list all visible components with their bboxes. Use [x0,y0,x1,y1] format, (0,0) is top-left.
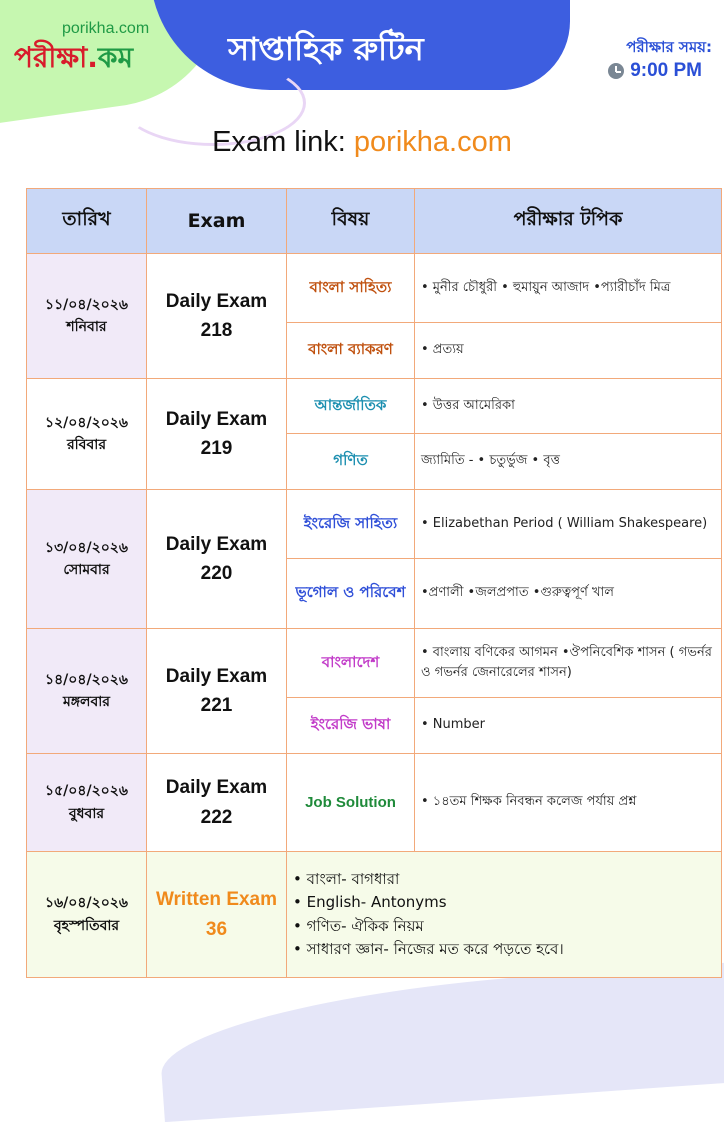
table-row-written [27,852,722,978]
list-item: • বাংলা- বাগধারা [293,868,715,891]
table-row [27,379,722,434]
table-row [27,629,722,698]
date-value: ১৪/০৪/২০২৬ [45,671,128,688]
written-exam-cell [147,852,287,978]
weekday: শনিবার [66,319,107,335]
logo-site-text: porikha.com [62,20,150,37]
exam-cell [147,254,287,379]
exam-link [0,126,724,159]
subject-cell: আন্তর্জাতিক [287,379,415,434]
page-title: সাপ্তাহিক রুটিন [228,30,424,68]
exam-time-label: পরীক্ষার সময়: [626,38,712,56]
logo-dot: . [87,41,98,74]
topic-cell: •প্রণালী •জলপ্রপাত •গুরুত্বপূর্ণ খাল [415,559,722,629]
table-row [27,254,722,323]
routine-table [26,188,722,978]
topic-cell: জ্যামিতি - • চতুর্ভুজ • বৃত্ত [415,434,722,490]
date-cell [27,490,147,629]
date-cell [27,379,147,490]
written-topics-cell [287,852,722,978]
exam-number: 219 [200,438,233,459]
exam-name: Daily Exam [165,408,268,430]
subject-cell: Job Solution [287,754,415,852]
exam-link-url[interactable]: porikha.com [353,126,512,158]
written-topic-list [293,868,715,961]
date-value: ১৫/০৪/২০২৬ [45,783,128,800]
list-item: • সাধারণ জ্ঞান- নিজের মত করে পড়তে হবে। [293,938,715,961]
exam-name: Daily Exam [165,533,268,555]
date-value: ১২/০৪/২০২৬ [44,414,128,431]
exam-number: 221 [200,695,233,716]
table-row [27,490,722,559]
topic-cell: • বাংলায় বণিকের আগমন •ঔপনিবেশিক শাসন ( গভর্নর ও গভর্নর জেনারেলের শাসন) [415,629,722,698]
date-value: ১৬/০৪/২০২৬ [44,895,128,912]
exam-name: Daily Exam [165,777,268,799]
date-cell [27,254,147,379]
topic-cell: • উত্তর আমেরিকা [415,379,722,434]
exam-number: 222 [200,806,233,828]
date-cell [27,629,147,754]
table-header-row [27,189,722,254]
clock-icon [608,63,624,79]
header-subject: বিষয় [287,189,415,254]
topic-cell: • ১৪তম শিক্ষক নিবন্ধন কলেজ পর্যায় প্রশ্ন [415,754,722,852]
exam-name: Written Exam [155,889,278,911]
logo-part-b: কম [97,41,134,74]
subject-cell: ইংরেজি ভাষা [287,698,415,754]
decor-bottom-wave [157,958,724,1122]
exam-number: 218 [200,320,233,341]
date-value: ১৩/০৪/২০২৬ [44,539,128,556]
weekday: বৃহস্পতিবার [53,917,120,934]
logo-part-a: পরীক্ষা [14,41,88,74]
subject-cell: গণিত [287,434,415,490]
logo [14,36,133,83]
subject-cell: বাংলাদেশ [287,629,415,698]
exam-time [608,60,702,82]
subject-cell: ইংরেজি সাহিত্য [287,490,415,559]
subject-cell: ভূগোল ও পরিবেশ [287,559,415,629]
subject-cell: বাংলা ব্যাকরণ [287,323,415,379]
header-exam: Exam [147,189,287,254]
exam-name: Daily Exam [165,290,268,312]
exam-name: Daily Exam [165,665,268,687]
list-item: • English- Antonyms [293,891,715,914]
exam-cell [147,754,287,852]
topic-cell: • Number [415,698,722,754]
subject-cell: বাংলা সাহিত্য [287,254,415,323]
weekday: বুধবার [68,805,105,822]
weekday: সোমবার [63,562,110,578]
header-topic: পরীক্ষার টপিক [415,189,722,254]
exam-cell [147,629,287,754]
exam-number: 220 [200,563,233,584]
topic-cell: • প্রত্যয় [415,323,722,379]
weekday: মঙ্গলবার [62,694,111,710]
weekday: রবিবার [66,437,107,453]
date-cell [27,754,147,852]
exam-time-value: 9:00 PM [630,60,702,81]
date-value: ১১/০৪/২০২৬ [45,296,128,313]
date-cell [27,852,147,978]
header-date: তারিখ [27,189,147,254]
table-row [27,754,722,852]
list-item: • গণিত- ঐকিক নিয়ম [293,915,715,938]
exam-number: 36 [205,918,228,940]
exam-cell [147,379,287,490]
topic-cell: • Elizabethan Period ( William Shakespeare) [415,490,722,559]
exam-link-label: Exam link: [212,126,346,158]
topic-cell: • মুনীর চৌধুরী • হুমায়ুন আজাদ •প্যারীচাঁদ মিত্র [415,254,722,323]
exam-cell [147,490,287,629]
